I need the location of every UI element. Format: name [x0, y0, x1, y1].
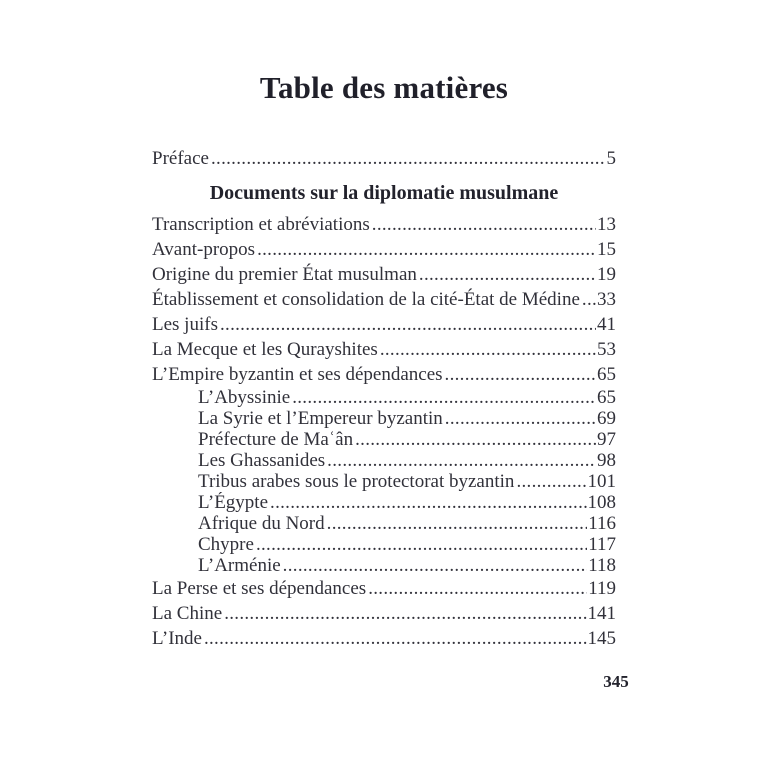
- dot-leader: [516, 471, 586, 492]
- toc-row: [152, 287, 616, 312]
- toc-entry-label: Tribus arabes sous le protectorat byzantin: [198, 471, 515, 492]
- toc-entry-label: L’Inde: [152, 628, 202, 649]
- toc-row: [152, 471, 616, 492]
- dot-leader: [220, 312, 596, 337]
- toc-entry-page: 53: [597, 339, 616, 360]
- toc-row: [152, 576, 616, 601]
- toc-row: [152, 555, 616, 576]
- dot-leader: [270, 492, 586, 513]
- toc-entry-page: 108: [587, 492, 616, 513]
- dot-leader: [327, 513, 588, 534]
- toc-entry-label: Préface: [152, 148, 209, 169]
- toc-entry-page: 65: [597, 387, 616, 408]
- toc-entry-page: 13: [597, 214, 616, 235]
- toc-entry-label: Les Ghassanides: [198, 450, 326, 471]
- dot-leader: [355, 429, 596, 450]
- toc-entry-label: La Perse et ses dépendances: [152, 578, 367, 599]
- toc-row: [152, 534, 616, 555]
- toc-entry-page: 119: [588, 578, 616, 599]
- section-heading: Documents sur la diplomatie musulmane: [209, 182, 559, 204]
- toc-entry-label: L’Égypte: [198, 492, 269, 513]
- toc-entry-page: 65: [597, 364, 616, 385]
- toc-entry-page: 141: [587, 603, 616, 624]
- dot-leader: [445, 362, 596, 387]
- toc-entry-page: 5: [606, 148, 616, 169]
- page-title: Table des matières: [259, 70, 509, 105]
- toc-row: [152, 146, 616, 171]
- toc-row: [152, 237, 616, 262]
- toc-row: [152, 450, 616, 471]
- dot-leader: [211, 146, 606, 171]
- dot-leader: [380, 337, 596, 362]
- toc-row: [152, 387, 616, 408]
- toc-entry-label: Afrique du Nord: [198, 513, 325, 534]
- toc-row: [152, 408, 616, 429]
- dot-leader: [419, 262, 596, 287]
- toc-entry-page: 116: [588, 513, 616, 534]
- dot-leader: [445, 408, 596, 429]
- toc-entry-page: 117: [588, 534, 616, 555]
- dot-leader: [204, 626, 587, 651]
- toc-row: [152, 212, 616, 237]
- toc-list: [152, 146, 616, 651]
- folio-page-number: 345: [603, 672, 629, 691]
- dot-leader: [224, 601, 586, 626]
- dot-leader: [582, 287, 596, 312]
- toc-entry-label: Origine du premier État musulman: [152, 264, 417, 285]
- toc-entry-label: Avant-propos: [152, 239, 256, 260]
- toc-row: [152, 492, 616, 513]
- dot-leader: [368, 576, 587, 601]
- toc-entry-page: 69: [597, 408, 616, 429]
- dot-leader: [292, 387, 596, 408]
- toc-entry-label: Chypre: [198, 534, 254, 555]
- toc-entry-label: L’Arménie: [198, 555, 281, 576]
- toc-row: [152, 513, 616, 534]
- toc-entry-label: Établissement et consolidation de la cité-État de Médine: [152, 289, 580, 310]
- toc-entry-label: Les juifs: [152, 314, 218, 335]
- toc-entry-page: 33: [597, 289, 616, 310]
- page-column: [152, 0, 616, 651]
- toc-entry-page: 15: [597, 239, 616, 260]
- toc-entry-label: L’Empire byzantin et ses dépendances: [152, 364, 443, 385]
- toc-entry-page: 118: [588, 555, 616, 576]
- dot-leader: [256, 534, 587, 555]
- toc-row: [152, 337, 616, 362]
- dot-leader: [257, 237, 596, 262]
- toc-entry-page: 41: [597, 314, 616, 335]
- toc-row: [152, 362, 616, 387]
- toc-entry-label: Transcription et abréviations: [152, 214, 370, 235]
- toc-entry-label: Préfecture de Maʿân: [198, 429, 354, 450]
- toc-entry-label: La Chine: [152, 603, 223, 624]
- toc-row: [152, 262, 616, 287]
- toc-entry-page: 145: [587, 628, 616, 649]
- toc-row: [152, 312, 616, 337]
- toc-entry-page: 98: [597, 450, 616, 471]
- toc-entry-page: 101: [587, 471, 616, 492]
- dot-leader: [372, 212, 596, 237]
- toc-row: [152, 601, 616, 626]
- toc-row: [152, 626, 616, 651]
- toc-entry-label: L’Abyssinie: [198, 387, 291, 408]
- dot-leader: [283, 555, 588, 576]
- toc-entry-page: 19: [597, 264, 616, 285]
- toc-entry-page: 97: [597, 429, 616, 450]
- toc-entry-label: La Syrie et l’Empereur byzantin: [198, 408, 443, 429]
- toc-row: [152, 429, 616, 450]
- dot-leader: [327, 450, 596, 471]
- toc-entry-label: La Mecque et les Qurayshites: [152, 339, 378, 360]
